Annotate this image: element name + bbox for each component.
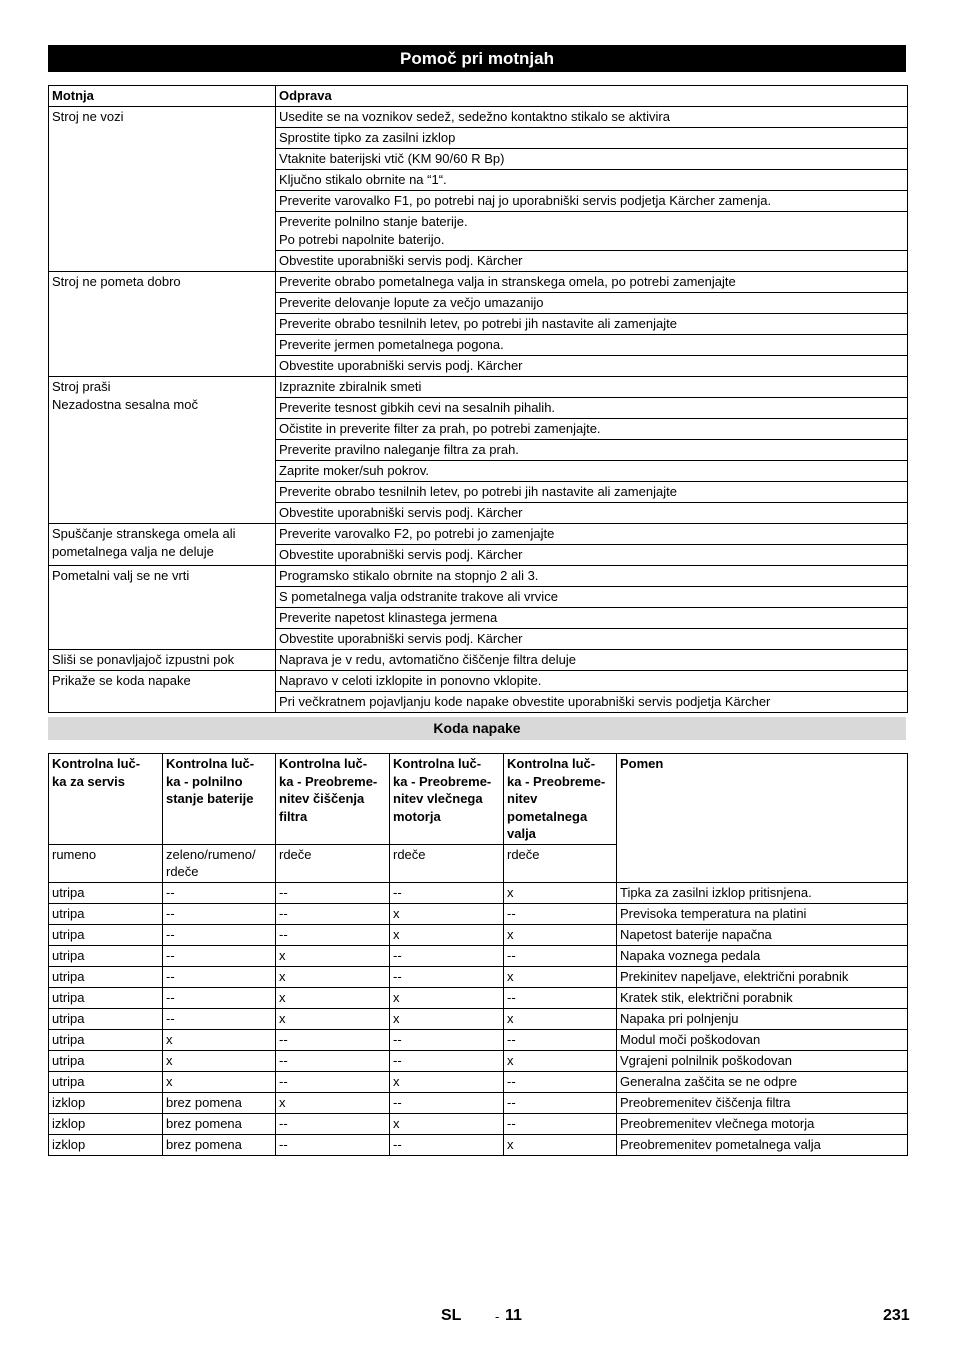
fault-cell: Stroj praši Nezadostna sesalna moč bbox=[49, 377, 276, 524]
table-row bbox=[49, 524, 908, 545]
remedy-cell: Programsko stikalo obrnite na stopnjo 2 ali 3. bbox=[276, 566, 908, 587]
lamp-state-cell: -- bbox=[390, 1092, 504, 1113]
lamp-state-cell: x bbox=[390, 924, 504, 945]
meaning-cell: Preobremenitev čiščenja filtra bbox=[617, 1092, 908, 1113]
remedy-cell: Sprostite tipko za zasilni izklop bbox=[276, 128, 908, 149]
meaning-cell: Modul moči poškodovan bbox=[617, 1029, 908, 1050]
lamp-state-cell: -- bbox=[276, 924, 390, 945]
lamp-state-cell: utripa bbox=[49, 1008, 163, 1029]
remedy-cell: Preverite varovalko F2, po potrebi jo zamenjajte bbox=[276, 524, 908, 545]
lamp-state-cell: x bbox=[504, 1008, 617, 1029]
lamp-state-cell: -- bbox=[504, 1113, 617, 1134]
column-header: Kontrolna luč- ka - Preobreme- nitev pometalnega valja bbox=[504, 754, 617, 845]
lamp-state-cell: x bbox=[504, 966, 617, 987]
meaning-cell: Preobremenitev pometalnega valja bbox=[617, 1134, 908, 1155]
remedy-cell: Obvestite uporabniški servis podj. Kärcher bbox=[276, 251, 908, 272]
table-row bbox=[49, 272, 908, 293]
remedy-cell: Preverite varovalko F1, po potrebi naj jo uporabniški servis podjetja Kärcher zamenja. bbox=[276, 191, 908, 212]
meaning-cell: Napetost baterije napačna bbox=[617, 924, 908, 945]
header-fault: Motnja bbox=[49, 86, 276, 107]
table-row bbox=[49, 1071, 908, 1092]
fault-cell: Spuščanje stranskega omela ali pometalnega valja ne deluje bbox=[49, 524, 276, 566]
lamp-state-cell: -- bbox=[163, 903, 276, 924]
table-row bbox=[49, 566, 908, 587]
lamp-state-cell: -- bbox=[390, 1134, 504, 1155]
remedy-cell: Preverite pravilno naleganje filtra za prah. bbox=[276, 440, 908, 461]
lamp-color-cell: rdeče bbox=[390, 844, 504, 882]
lamp-state-cell: -- bbox=[390, 1029, 504, 1050]
fault-cell: Stroj ne pometa dobro bbox=[49, 272, 276, 377]
meaning-cell: Previsoka temperatura na platini bbox=[617, 903, 908, 924]
remedy-cell: Naprava je v redu, avtomatično čiščenje filtra deluje bbox=[276, 650, 908, 671]
troubleshooting-table bbox=[48, 85, 908, 713]
meaning-cell: Vgrajeni polnilnik poškodovan bbox=[617, 1050, 908, 1071]
meaning-cell: Kratek stik, električni porabnik bbox=[617, 987, 908, 1008]
lamp-state-cell: -- bbox=[276, 1113, 390, 1134]
lamp-state-cell: -- bbox=[163, 882, 276, 903]
fault-cell: Stroj ne vozi bbox=[49, 107, 276, 272]
column-header: Kontrolna luč- ka za servis bbox=[49, 754, 163, 845]
lamp-state-cell: utripa bbox=[49, 924, 163, 945]
table-row bbox=[49, 1050, 908, 1071]
table-row bbox=[49, 903, 908, 924]
lamp-state-cell: x bbox=[504, 1134, 617, 1155]
table-row bbox=[49, 671, 908, 692]
lamp-state-cell: utripa bbox=[49, 882, 163, 903]
lamp-state-cell: -- bbox=[276, 1029, 390, 1050]
lamp-state-cell: x bbox=[163, 1071, 276, 1092]
lamp-state-cell: -- bbox=[390, 945, 504, 966]
lamp-state-cell: utripa bbox=[49, 987, 163, 1008]
lamp-state-cell: -- bbox=[504, 945, 617, 966]
remedy-cell: Obvestite uporabniški servis podj. Kärcher bbox=[276, 503, 908, 524]
remedy-cell: Očistite in preverite filter za prah, po potrebi zamenjajte. bbox=[276, 419, 908, 440]
lamp-state-cell: brez pomena bbox=[163, 1113, 276, 1134]
lamp-state-cell: -- bbox=[163, 987, 276, 1008]
remedy-cell: Preverite obrabo pometalnega valja in stranskega omela, po potrebi zamenjajte bbox=[276, 272, 908, 293]
remedy-cell: Preverite delovanje lopute za večjo umazanijo bbox=[276, 293, 908, 314]
lamp-state-cell: -- bbox=[504, 987, 617, 1008]
lamp-state-cell: izklop bbox=[49, 1092, 163, 1113]
fault-cell: Pometalni valj se ne vrti bbox=[49, 566, 276, 650]
table-row bbox=[49, 945, 908, 966]
table-header-row bbox=[49, 754, 908, 845]
lamp-state-cell: -- bbox=[276, 1134, 390, 1155]
remedy-cell: Pri večkratnem pojavljanju kode napake obvestite uporabniški servis podjetja Kärcher bbox=[276, 692, 908, 713]
column-header: Kontrolna luč- ka - polnilno stanje baterije bbox=[163, 754, 276, 845]
remedy-cell: Preverite napetost klinastega jermena bbox=[276, 608, 908, 629]
lamp-state-cell: x bbox=[390, 1008, 504, 1029]
lamp-color-cell: zeleno/rumeno/ rdeče bbox=[163, 844, 276, 882]
lamp-state-cell: x bbox=[390, 903, 504, 924]
lamp-color-cell: rdeče bbox=[504, 844, 617, 882]
lamp-state-cell: x bbox=[276, 945, 390, 966]
lamp-color-cell: rumeno bbox=[49, 844, 163, 882]
column-header: Kontrolna luč- ka - Preobreme- nitev vlečnega motorja bbox=[390, 754, 504, 845]
meaning-cell: Preobremenitev vlečnega motorja bbox=[617, 1113, 908, 1134]
remedy-cell: S pometalnega valja odstranite trakove ali vrvice bbox=[276, 587, 908, 608]
fault-cell: Sliši se ponavljajoč izpustni pok bbox=[49, 650, 276, 671]
lamp-state-cell: x bbox=[163, 1029, 276, 1050]
lamp-state-cell: -- bbox=[276, 903, 390, 924]
table-row bbox=[49, 650, 908, 671]
remedy-cell: Obvestite uporabniški servis podj. Kärcher bbox=[276, 545, 908, 566]
lamp-state-cell: izklop bbox=[49, 1134, 163, 1155]
lamp-state-cell: utripa bbox=[49, 903, 163, 924]
lamp-state-cell: brez pomena bbox=[163, 1134, 276, 1155]
lamp-state-cell: izklop bbox=[49, 1113, 163, 1134]
table-row bbox=[49, 966, 908, 987]
footer-sub-page: 11 bbox=[505, 1307, 522, 1324]
remedy-cell: Izpraznite zbiralnik smeti bbox=[276, 377, 908, 398]
remedy-cell: Preverite polnilno stanje baterije. Po potrebi napolnite baterijo. bbox=[276, 212, 908, 251]
lamp-state-cell: -- bbox=[390, 882, 504, 903]
table-row bbox=[49, 1134, 908, 1155]
lamp-state-cell: -- bbox=[504, 903, 617, 924]
error-code-table bbox=[48, 753, 908, 1156]
table-row bbox=[49, 1008, 908, 1029]
footer-dash: - bbox=[495, 1309, 500, 1324]
lamp-state-cell: -- bbox=[163, 945, 276, 966]
lamp-state-cell: utripa bbox=[49, 1050, 163, 1071]
lamp-state-cell: -- bbox=[163, 1008, 276, 1029]
column-header: Pomen bbox=[617, 754, 908, 883]
lamp-state-cell: x bbox=[504, 924, 617, 945]
remedy-cell: Vtaknite baterijski vtič (KM 90/60 R Bp) bbox=[276, 149, 908, 170]
lamp-state-cell: -- bbox=[504, 1071, 617, 1092]
table-row bbox=[49, 1113, 908, 1134]
lamp-state-cell: -- bbox=[276, 1071, 390, 1092]
table-row bbox=[49, 1092, 908, 1113]
meaning-cell: Tipka za zasilni izklop pritisnjena. bbox=[617, 882, 908, 903]
remedy-cell: Usedite se na voznikov sedež, sedežno kontaktno stikalo se aktivira bbox=[276, 107, 908, 128]
lamp-state-cell: -- bbox=[390, 966, 504, 987]
lamp-state-cell: x bbox=[276, 966, 390, 987]
lamp-state-cell: utripa bbox=[49, 1029, 163, 1050]
lamp-state-cell: brez pomena bbox=[163, 1092, 276, 1113]
lamp-state-cell: utripa bbox=[49, 945, 163, 966]
lamp-state-cell: x bbox=[390, 1071, 504, 1092]
lamp-state-cell: x bbox=[504, 882, 617, 903]
error-code-section-title: Koda napake bbox=[48, 717, 906, 740]
table-row bbox=[49, 882, 908, 903]
page-title: Pomoč pri motnjah bbox=[48, 45, 906, 72]
lamp-state-cell: x bbox=[504, 1050, 617, 1071]
lamp-state-cell: x bbox=[276, 987, 390, 1008]
remedy-cell: Obvestite uporabniški servis podj. Kärcher bbox=[276, 356, 908, 377]
column-header: Kontrolna luč- ka - Preobreme- nitev čiščenja filtra bbox=[276, 754, 390, 845]
lamp-state-cell: x bbox=[390, 987, 504, 1008]
table-row bbox=[49, 377, 908, 398]
footer-language: SL bbox=[441, 1307, 462, 1324]
lamp-state-cell: -- bbox=[504, 1029, 617, 1050]
lamp-state-cell: utripa bbox=[49, 966, 163, 987]
remedy-cell: Preverite tesnost gibkih cevi na sesalnih pihalih. bbox=[276, 398, 908, 419]
table-row bbox=[49, 1029, 908, 1050]
lamp-state-cell: x bbox=[276, 1008, 390, 1029]
lamp-state-cell: -- bbox=[163, 924, 276, 945]
meaning-cell: Napaka voznega pedala bbox=[617, 945, 908, 966]
meaning-cell: Generalna zaščita se ne odpre bbox=[617, 1071, 908, 1092]
lamp-color-cell: rdeče bbox=[276, 844, 390, 882]
remedy-cell: Preverite obrabo tesnilnih letev, po potrebi jih nastavite ali zamenjajte bbox=[276, 314, 908, 335]
lamp-state-cell: -- bbox=[504, 1092, 617, 1113]
table-header-row bbox=[49, 86, 908, 107]
lamp-state-cell: utripa bbox=[49, 1071, 163, 1092]
meaning-cell: Prekinitev napeljave, električni porabnik bbox=[617, 966, 908, 987]
remedy-cell: Napravo v celoti izklopite in ponovno vklopite. bbox=[276, 671, 908, 692]
table-row bbox=[49, 107, 908, 128]
remedy-cell: Preverite obrabo tesnilnih letev, po potrebi jih nastavite ali zamenjajte bbox=[276, 482, 908, 503]
remedy-cell: Ključno stikalo obrnite na “1“. bbox=[276, 170, 908, 191]
remedy-cell: Zaprite moker/suh pokrov. bbox=[276, 461, 908, 482]
lamp-state-cell: x bbox=[390, 1113, 504, 1134]
lamp-state-cell: -- bbox=[390, 1050, 504, 1071]
lamp-state-cell: -- bbox=[276, 1050, 390, 1071]
remedy-cell: Obvestite uporabniški servis podj. Kärcher bbox=[276, 629, 908, 650]
meaning-cell: Napaka pri polnjenju bbox=[617, 1008, 908, 1029]
lamp-state-cell: x bbox=[163, 1050, 276, 1071]
table-row bbox=[49, 924, 908, 945]
lamp-state-cell: x bbox=[276, 1092, 390, 1113]
footer-page-number: 231 bbox=[883, 1307, 910, 1324]
remedy-cell: Preverite jermen pometalnega pogona. bbox=[276, 335, 908, 356]
header-remedy: Odprava bbox=[276, 86, 908, 107]
lamp-state-cell: -- bbox=[276, 882, 390, 903]
table-row bbox=[49, 987, 908, 1008]
lamp-state-cell: -- bbox=[163, 966, 276, 987]
fault-cell: Prikaže se koda napake bbox=[49, 671, 276, 713]
